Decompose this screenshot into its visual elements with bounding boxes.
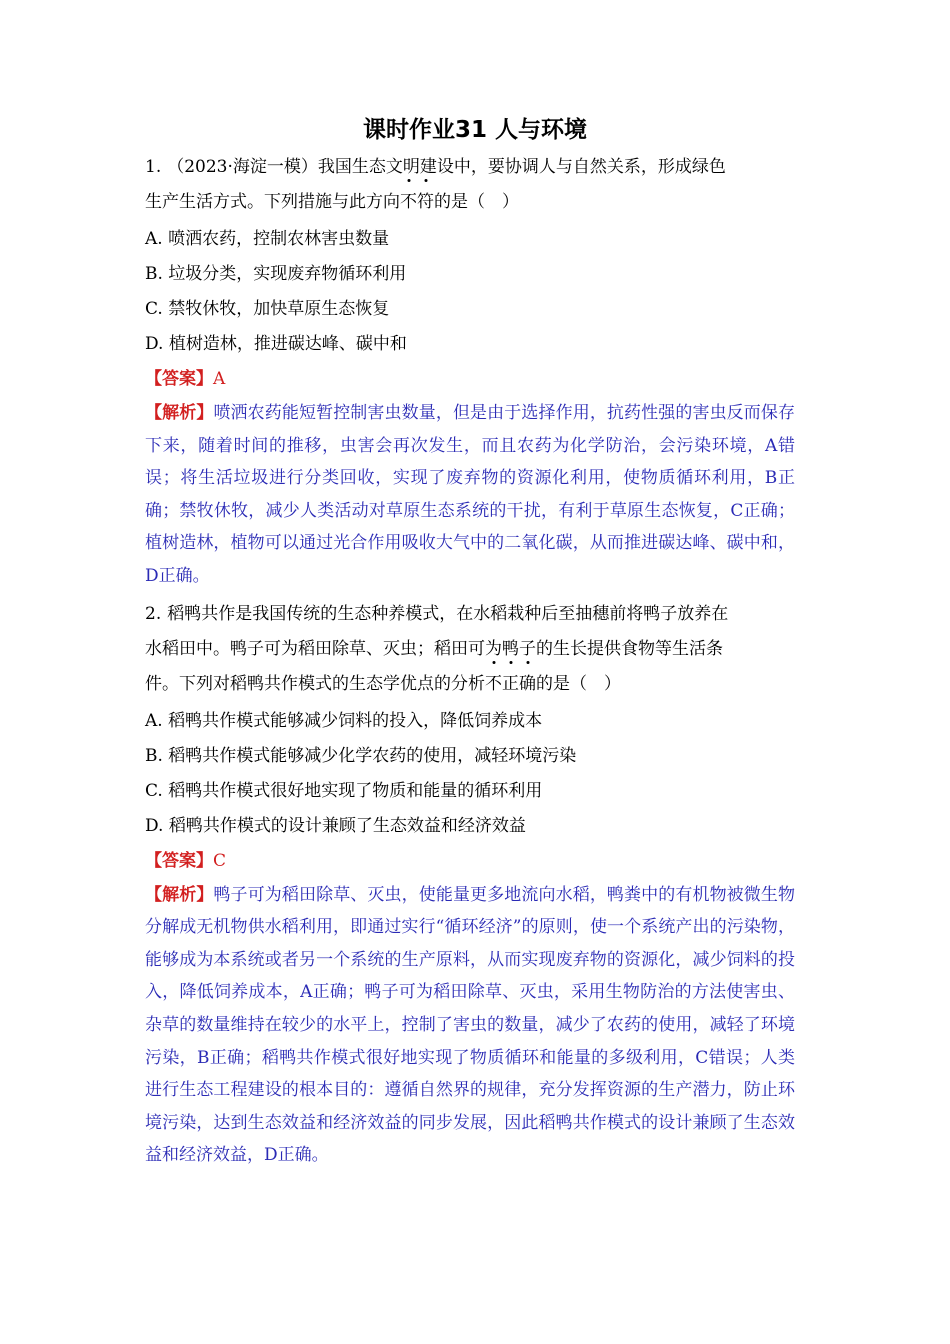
emphasis-char: 确 <box>519 667 536 702</box>
question-1-stem-line-1 <box>145 150 805 185</box>
analysis-tag: 【解析】 <box>145 884 214 905</box>
question-2-stem-text-pre: 件。下列对稻鸭共作模式的生态学优点的分析 <box>145 673 485 694</box>
question-1-stem-text-post: 的是（ ） <box>434 192 519 212</box>
answer-tag: 【答案】 <box>145 369 213 389</box>
emphasis-char: 正 <box>502 667 519 702</box>
answer-value: C <box>213 850 227 871</box>
emphasis-char: 符 <box>417 185 434 220</box>
question-2-stem-line-3 <box>145 667 805 704</box>
question-1 <box>145 150 805 593</box>
question-1-stem-line-2 <box>145 185 805 222</box>
question-1-option-c: C. 禁牧休牧，加快草原生态恢复 <box>145 299 390 319</box>
question-2-stem-text: 稻鸭共作是我国传统的生态种养模式，在水稻栽种后至抽穗前将鸭子放养在 <box>167 603 729 624</box>
question-2-option-b: B. 稻鸭共作模式能够减少化学农药的使用，减轻环境污染 <box>145 745 577 766</box>
answer-value: A <box>213 369 226 389</box>
question-1-option-b: B. 垃圾分类，实现废弃物循环利用 <box>145 264 407 284</box>
question-2-stem-text-post: 的是（ ） <box>536 673 621 694</box>
question-2 <box>145 597 805 1172</box>
question-1-option-a: A. 喷洒农药，控制农林害虫数量 <box>145 229 390 249</box>
question-1-option-d: D. 植树造林，推进碳达峰、碳中和 <box>145 334 407 354</box>
question-1-stem-text-pre: 生产生活方式。下列措施与此方向 <box>145 192 400 212</box>
question-2-number: 2. <box>145 603 162 624</box>
question-2-answer <box>145 844 805 879</box>
page-title: 课时作业31 人与环境 <box>362 117 587 143</box>
question-2-stem-line-2: 水稻田中。鸭子可为稻田除草、灭虫；稻田可为鸭子的生长提供食物等生活条 <box>145 638 723 659</box>
question-1-analysis <box>145 397 795 593</box>
question-1-number: 1. <box>145 157 162 177</box>
worksheet-page <box>145 110 805 1172</box>
question-2-analysis <box>145 879 795 1172</box>
emphasis-char: 不 <box>400 185 417 220</box>
question-1-stem-text: （2023·海淀一模）我国生态文明建设中，要协调人与自然关系，形成绿色 <box>167 157 726 177</box>
question-1-answer <box>145 362 805 397</box>
answer-tag: 【答案】 <box>145 850 213 871</box>
question-2-option-d: D. 稻鸭共作模式的设计兼顾了生态效益和经济效益 <box>145 815 526 836</box>
question-2-option-a: A. 稻鸭共作模式能够减少饲料的投入，降低饲养成本 <box>145 710 543 731</box>
analysis-text: 喷洒农药能短暂控制害虫数量，但是由于选择作用，抗药性强的害虫反而保存下来，随着时间的推移，虫害会再次发生，而且农药为化学防治，会污染环境，A错误；将生活垃圾进行分类回收，实现了废弃物的资源化利用，使物质循环利用，B正确；禁牧休牧，减少人类活动对草原生态系统的干扰，有利于草原生态恢复，C正确；植树造林，植物可以通过光合作用吸收大气中的二氧化碳，从而推进碳达峰、碳中和，D正确。 <box>145 403 796 586</box>
analysis-text: 鸭子可为稻田除草、灭虫，使能量更多地流向水稻，鸭粪中的有机物被微生物分解成无机物供水稻利用，即通过实行“循环经济”的原则，使一个系统产出的污染物，能够成为本系统或者另一个系统的生产原料，从而实现废弃物的资源化，减少饲料的投入，降低饲养成本，A正确；鸭子可为稻田除草、灭虫，采用生物防治的方法使害虫、杂草的数量维持在较少的水平上，控制了害虫的数量，减少了农药的使用，减轻了环境污染，B正确；稻鸭共作模式很好地实现了物质循环和能量的多级利用，C错误；人类进行生态工程建设的根本目的：遵循自然界的规律，充分发挥资源的生产潜力，防止环境污染，达到生态效益和经济效益的同步发展，因此稻鸭共作模式的设计兼顾了生态效益和经济效益，D正确。 <box>145 884 796 1166</box>
analysis-tag: 【解析】 <box>145 403 214 423</box>
question-2-option-c: C. 稻鸭共作模式很好地实现了物质和能量的循环利用 <box>145 780 543 801</box>
question-2-stem-line-1 <box>145 597 805 632</box>
emphasis-char: 不 <box>485 667 502 702</box>
